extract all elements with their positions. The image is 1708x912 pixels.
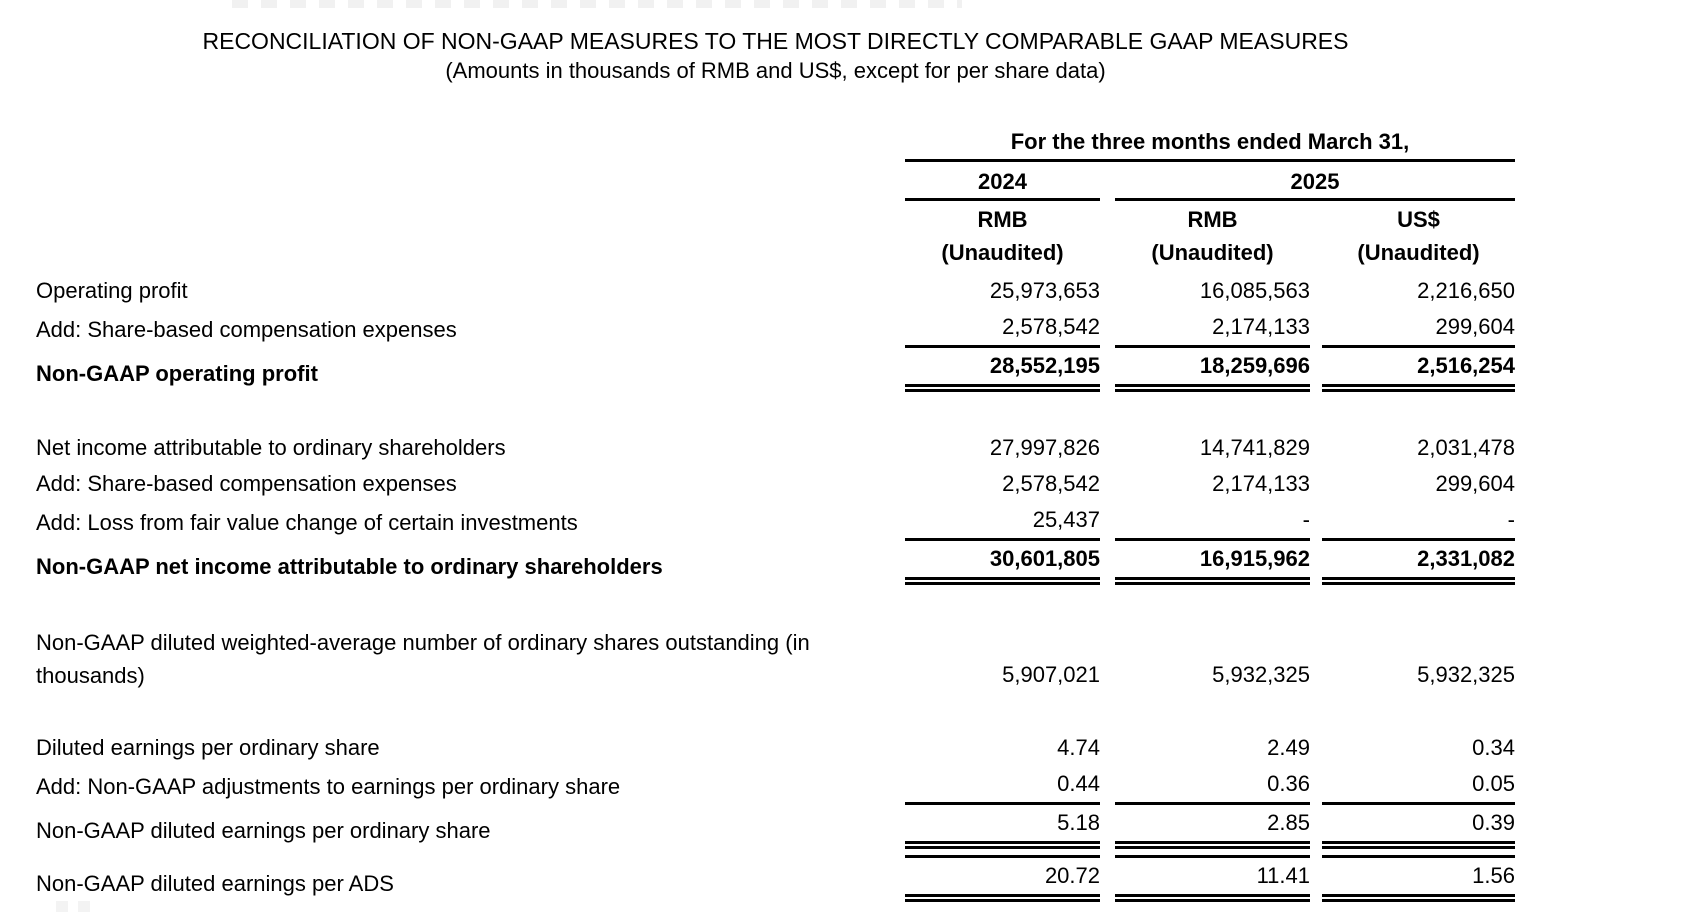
- reconciliation-table: [36, 125, 1515, 902]
- table-row-total: [36, 348, 1515, 392]
- table-row-total: [36, 855, 1515, 902]
- unaudited-note: (Unaudited): [941, 240, 1064, 265]
- table-row: [36, 502, 1515, 541]
- value-cell: 25,437: [905, 502, 1100, 541]
- value-cell: 25,973,653: [989, 278, 1100, 303]
- row-label: Operating profit: [36, 278, 188, 303]
- value-cell: 16,085,563: [1199, 278, 1310, 303]
- value-cell: -: [1322, 502, 1515, 541]
- value-cell: -: [1115, 502, 1310, 541]
- value-cell: 0.44: [905, 766, 1100, 805]
- table-row: [36, 766, 1515, 805]
- currency-header-2025-rmb: RMB: [1187, 207, 1238, 232]
- value-cell: 1.56: [1322, 855, 1515, 902]
- value-cell: 27,997,826: [989, 435, 1100, 460]
- value-cell: 4.74: [1057, 735, 1100, 760]
- value-cell: 16,915,962: [1115, 541, 1310, 585]
- clipped-text-artifact-bottom: [56, 901, 100, 912]
- value-cell: 2,331,082: [1322, 541, 1515, 585]
- value-cell: 5,907,021: [1002, 662, 1100, 687]
- section-net-income: [36, 430, 1515, 585]
- year-header-2024: 2024: [905, 165, 1100, 201]
- value-cell: 30,601,805: [905, 541, 1100, 585]
- row-label: Non-GAAP diluted weighted-average number of ordinary shares outstanding (in thousands): [36, 630, 810, 688]
- value-cell: 5,932,325: [1212, 662, 1310, 687]
- table-row: [36, 273, 1515, 309]
- row-label: Diluted earnings per ordinary share: [36, 735, 380, 760]
- unaudited-note: (Unaudited): [1151, 240, 1274, 265]
- year-header-2025: 2025: [1115, 165, 1515, 201]
- clipped-text-artifact-top: [232, 0, 962, 8]
- value-cell: 2,031,478: [1417, 435, 1515, 460]
- unaudited-note: (Unaudited): [1357, 240, 1480, 265]
- period-header: For the three months ended March 31,: [905, 125, 1515, 162]
- table-row: [36, 623, 1515, 692]
- row-label: Non-GAAP diluted earnings per ordinary share: [36, 818, 491, 843]
- value-cell: 20.72: [905, 855, 1100, 902]
- row-label: Non-GAAP net income attributable to ordinary shareholders: [36, 554, 663, 579]
- currency-header-2024-rmb: RMB: [977, 207, 1028, 232]
- row-label: Add: Share-based compensation expenses: [36, 317, 457, 342]
- value-cell: 0.36: [1115, 766, 1310, 805]
- value-cell: 5,932,325: [1417, 662, 1515, 687]
- row-label: Non-GAAP diluted earnings per ADS: [36, 871, 394, 896]
- value-cell: 2,578,542: [1002, 471, 1100, 496]
- value-cell: 5.18: [905, 805, 1100, 849]
- table-header-note-row: [36, 237, 1515, 269]
- table-row: [36, 309, 1515, 348]
- table-row-total: [36, 541, 1515, 585]
- value-cell: 0.05: [1322, 766, 1515, 805]
- value-cell: 14,741,829: [1199, 435, 1310, 460]
- value-cell: 2,578,542: [905, 309, 1100, 348]
- value-cell: 2,174,133: [1115, 309, 1310, 348]
- value-cell: 28,552,195: [905, 348, 1100, 392]
- row-label: Non-GAAP operating profit: [36, 361, 318, 386]
- value-cell: 2.85: [1115, 805, 1310, 849]
- document-subtitle: (Amounts in thousands of RMB and US$, except for per share data): [445, 58, 1106, 83]
- value-cell: 0.39: [1322, 805, 1515, 849]
- table-row: [36, 466, 1515, 502]
- section-per-share: [36, 730, 1515, 902]
- value-cell: 299,604: [1435, 471, 1515, 496]
- row-label: Add: Loss from fair value change of certain investments: [36, 510, 578, 535]
- value-cell: 2.49: [1267, 735, 1310, 760]
- value-cell: 2,216,650: [1417, 278, 1515, 303]
- table-header-currency-row: [36, 201, 1515, 237]
- currency-header-2025-usd: US$: [1397, 207, 1440, 232]
- table-row: [36, 730, 1515, 766]
- value-cell: 2,516,254: [1322, 348, 1515, 392]
- document-title: RECONCILIATION OF NON-GAAP MEASURES TO THE MOST DIRECTLY COMPARABLE GAAP MEASURES: [202, 28, 1349, 54]
- row-label: Add: Share-based compensation expenses: [36, 471, 457, 496]
- section-operating-profit: [36, 273, 1515, 392]
- value-cell: 11.41: [1115, 855, 1310, 902]
- section-shares-outstanding: [36, 623, 1515, 692]
- table-row-total: [36, 805, 1515, 849]
- value-cell: 18,259,696: [1115, 348, 1310, 392]
- value-cell: 299,604: [1322, 309, 1515, 348]
- row-label: Add: Non-GAAP adjustments to earnings per ordinary share: [36, 774, 621, 799]
- value-cell: 2,174,133: [1212, 471, 1310, 496]
- row-label: Net income attributable to ordinary shareholders: [36, 435, 506, 460]
- value-cell: 0.34: [1472, 735, 1515, 760]
- table-header-years-row: [36, 165, 1515, 201]
- table-header-period-row: [36, 125, 1515, 162]
- table-row: [36, 430, 1515, 466]
